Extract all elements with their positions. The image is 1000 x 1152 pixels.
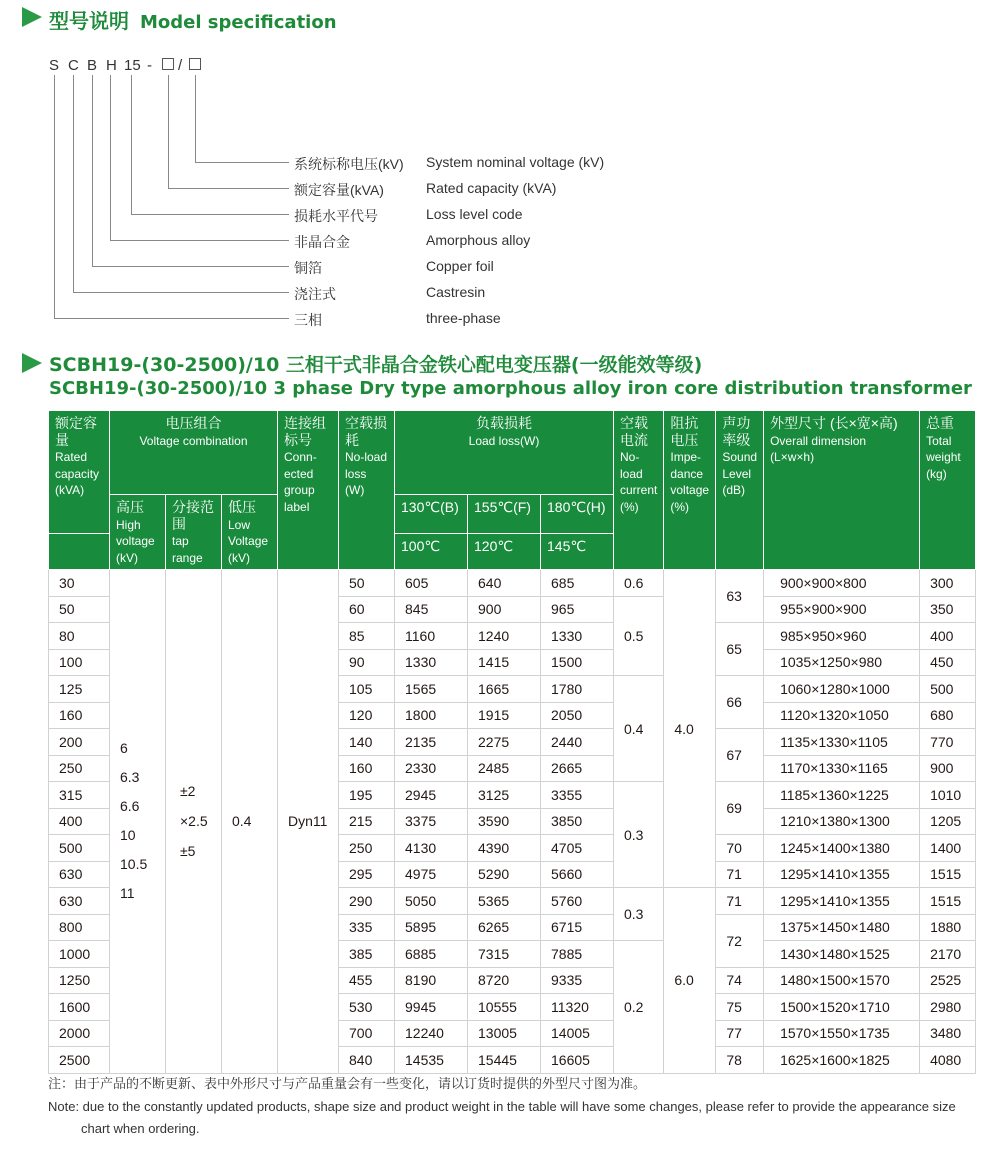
dimension-cell: 1060×1280×1000 (764, 676, 920, 703)
load-loss-f-cell: 15445 (468, 1047, 541, 1074)
load-loss-f-cell: 2275 (468, 729, 541, 756)
dimension-cell: 1430×1480×1525 (764, 941, 920, 968)
code-dash: - (147, 57, 152, 74)
load-loss-f-cell: 1665 (468, 676, 541, 703)
load-loss-f-cell: 4390 (468, 835, 541, 862)
sound-level-cell: 74 (716, 967, 764, 994)
dimension-cell: 900×900×800 (764, 570, 920, 597)
load-loss-b-cell: 1160 (395, 623, 468, 650)
load-loss-f-cell: 3590 (468, 808, 541, 835)
weight-cell: 2980 (920, 994, 976, 1021)
weight-cell: 900 (920, 755, 976, 782)
dimension-cell: 1500×1520×1710 (764, 994, 920, 1021)
load-loss-f-cell: 10555 (468, 994, 541, 1021)
weight-cell: 300 (920, 570, 976, 597)
load-loss-f-cell: 1415 (468, 649, 541, 676)
load-loss-h-cell: 1330 (541, 623, 614, 650)
noload-loss-cell: 90 (339, 649, 395, 676)
legend-zh-5: 浇注式 (294, 286, 336, 302)
code-h: H (106, 57, 117, 74)
legend-zh-4: 铜箔 (294, 260, 322, 276)
tap-range-value: ±2 (180, 783, 196, 800)
noload-loss-cell: 700 (339, 1020, 395, 1047)
section1-title-zh: 型号说明 (49, 9, 129, 33)
dimension-cell: 1185×1360×1225 (764, 782, 920, 809)
section-marker-icon (22, 7, 42, 27)
note-zh: 注：由于产品的不断更新、表中外形尺寸与产品重量会有一些变化，请以订货时提供的外型尺寸图为准。 (48, 1076, 647, 1091)
dimension-cell: 955×900×900 (764, 596, 920, 623)
capacity-cell: 630 (49, 861, 110, 888)
code-s: S (49, 57, 60, 74)
noload-current-cell: 0.2 (614, 941, 664, 1074)
load-loss-b-cell: 4130 (395, 835, 468, 862)
header-capacity: 额定容量 Rated capacity (kVA) (49, 411, 110, 534)
noload-current-cell: 0.3 (614, 782, 664, 888)
load-loss-h-cell: 3850 (541, 808, 614, 835)
load-loss-h-cell: 4705 (541, 835, 614, 862)
noload-loss-cell: 195 (339, 782, 395, 809)
high-voltage-value: 6.6 (120, 798, 140, 815)
load-loss-f-cell: 5365 (468, 888, 541, 915)
header-noload-current: 空载电流 No-load current (%) (614, 411, 664, 570)
legend-en-2: Loss level code (426, 206, 523, 222)
section2-title-zh: SCBH19-(30-2500)/10 三相干式非晶合金铁心配电变压器(一级能效等级) (49, 354, 703, 376)
load-loss-b-cell: 6885 (395, 941, 468, 968)
load-loss-h-cell: 16605 (541, 1047, 614, 1074)
capacity-cell: 800 (49, 914, 110, 941)
weight-cell: 1010 (920, 782, 976, 809)
load-loss-b-cell: 9945 (395, 994, 468, 1021)
section1-title (49, 5, 337, 34)
weight-cell: 450 (920, 649, 976, 676)
noload-loss-cell: 385 (339, 941, 395, 968)
capacity-cell: 315 (49, 782, 110, 809)
capacity-cell: 1000 (49, 941, 110, 968)
load-loss-f-cell: 640 (468, 570, 541, 597)
sound-level-cell: 75 (716, 994, 764, 1021)
weight-cell: 1205 (920, 808, 976, 835)
capacity-cell: 1250 (49, 967, 110, 994)
capacity-cell: 30 (49, 570, 110, 597)
load-loss-b-cell: 1565 (395, 676, 468, 703)
header-load-loss: 负载损耗 Load loss(W) (395, 411, 614, 495)
load-loss-b-cell: 1330 (395, 649, 468, 676)
dimension-cell: 985×950×960 (764, 623, 920, 650)
dimension-cell: 1570×1550×1735 (764, 1020, 920, 1047)
sound-level-cell: 71 (716, 888, 764, 915)
load-loss-b-cell: 1800 (395, 702, 468, 729)
weight-cell: 770 (920, 729, 976, 756)
note-en (48, 1096, 978, 1140)
legend-zh-2: 损耗水平代号 (294, 208, 378, 224)
load-loss-h-cell: 14005 (541, 1020, 614, 1047)
tap-range-value: ±5 (180, 843, 196, 860)
load-loss-b-cell: 12240 (395, 1020, 468, 1047)
legend-zh-1: 额定容量(kVA) (294, 182, 384, 198)
header-capacity-pad (49, 533, 110, 569)
capacity-cell: 500 (49, 835, 110, 862)
capacity-cell: 250 (49, 755, 110, 782)
legend-zh-3: 非晶合金 (294, 234, 350, 250)
load-loss-h-cell: 3355 (541, 782, 614, 809)
header-noload-loss: 空载损耗 No-load loss (W) (339, 411, 395, 570)
legend-en-3: Amorphous alloy (426, 232, 531, 248)
capacity-cell: 50 (49, 596, 110, 623)
header-high-voltage: 高压 High voltage (kV) (110, 495, 166, 570)
noload-loss-cell: 295 (339, 861, 395, 888)
load-loss-h-cell: 2665 (541, 755, 614, 782)
header-155: 155℃(F) (468, 495, 541, 534)
load-loss-f-cell: 2485 (468, 755, 541, 782)
weight-cell: 350 (920, 596, 976, 623)
header-dimension: 外型尺寸 (长×宽×高) Overall dimension (L×w×h) (764, 411, 920, 570)
load-loss-h-cell: 2050 (541, 702, 614, 729)
dimension-cell: 1035×1250×980 (764, 649, 920, 676)
sound-level-cell: 65 (716, 623, 764, 676)
weight-cell: 1880 (920, 914, 976, 941)
load-loss-b-cell: 5895 (395, 914, 468, 941)
noload-loss-cell: 335 (339, 914, 395, 941)
weight-cell: 2525 (920, 967, 976, 994)
load-loss-b-cell: 3375 (395, 808, 468, 835)
sound-level-cell: 78 (716, 1047, 764, 1074)
load-loss-h-cell: 2440 (541, 729, 614, 756)
load-loss-f-cell: 13005 (468, 1020, 541, 1047)
tap-range-cell (166, 570, 222, 1074)
weight-cell: 400 (920, 623, 976, 650)
capacity-cell: 400 (49, 808, 110, 835)
weight-cell: 1400 (920, 835, 976, 862)
legend-en-0: System nominal voltage (kV) (426, 154, 605, 170)
section1-title-en: Model specification (139, 12, 337, 33)
load-loss-f-cell: 7315 (468, 941, 541, 968)
capacity-cell: 160 (49, 702, 110, 729)
load-loss-h-cell: 7885 (541, 941, 614, 968)
group-label-cell: Dyn11 (278, 570, 339, 1074)
table-row (49, 570, 976, 597)
load-loss-h-cell: 11320 (541, 994, 614, 1021)
noload-loss-cell: 215 (339, 808, 395, 835)
header-100: 100℃ (395, 533, 468, 569)
weight-cell: 680 (920, 702, 976, 729)
load-loss-f-cell: 1915 (468, 702, 541, 729)
sound-level-cell: 70 (716, 835, 764, 862)
code-15: 15 (124, 57, 141, 74)
legend-en-5: Castresin (426, 284, 486, 300)
load-loss-h-cell: 685 (541, 570, 614, 597)
spec-table (48, 410, 976, 1074)
weight-cell: 4080 (920, 1047, 976, 1074)
load-loss-h-cell: 9335 (541, 967, 614, 994)
weight-cell: 3480 (920, 1020, 976, 1047)
load-loss-f-cell: 5290 (468, 861, 541, 888)
noload-loss-cell: 120 (339, 702, 395, 729)
header-low-voltage: 低压 Low Voltage (kV) (222, 495, 278, 570)
load-loss-h-cell: 1780 (541, 676, 614, 703)
legend-zh-6: 三相 (294, 312, 322, 328)
noload-loss-cell: 85 (339, 623, 395, 650)
dimension-cell: 1245×1400×1380 (764, 835, 920, 862)
dimension-cell: 1375×1450×1480 (764, 914, 920, 941)
load-loss-h-cell: 1500 (541, 649, 614, 676)
noload-current-cell: 0.6 (614, 570, 664, 597)
high-voltage-value: 6.3 (120, 769, 140, 786)
header-130: 130℃(B) (395, 495, 468, 534)
load-loss-h-cell: 6715 (541, 914, 614, 941)
noload-loss-cell: 140 (339, 729, 395, 756)
legend-en-1: Rated capacity (kVA) (426, 180, 557, 196)
capacity-cell: 80 (49, 623, 110, 650)
header-120: 120℃ (468, 533, 541, 569)
legend-en-6: three-phase (426, 310, 501, 326)
load-loss-f-cell: 900 (468, 596, 541, 623)
load-loss-b-cell: 605 (395, 570, 468, 597)
impedance-cell: 6.0 (664, 888, 716, 1074)
capacity-cell: 100 (49, 649, 110, 676)
high-voltage-value: 10.5 (120, 856, 148, 873)
capacity-cell: 2500 (49, 1047, 110, 1074)
note-en-line1: Note: due to the constantly updated products, shape size and product weight in the table will have some changes, please refer to provide the appearance size (48, 1099, 956, 1114)
weight-cell: 2170 (920, 941, 976, 968)
dimension-cell: 1295×1410×1355 (764, 888, 920, 915)
noload-loss-cell: 530 (339, 994, 395, 1021)
weight-cell: 1515 (920, 861, 976, 888)
load-loss-f-cell: 8720 (468, 967, 541, 994)
load-loss-h-cell: 5660 (541, 861, 614, 888)
noload-loss-cell: 840 (339, 1047, 395, 1074)
sound-level-cell: 63 (716, 570, 764, 623)
high-voltage-value: 6 (120, 740, 128, 757)
load-loss-f-cell: 6265 (468, 914, 541, 941)
header-sound-level: 声功率级 Sound Level (dB) (716, 411, 764, 570)
low-voltage-cell: 0.4 (222, 570, 278, 1074)
header-voltage-combination: 电压组合 Voltage combination (110, 411, 278, 495)
legend-en-4: Copper foil (426, 258, 494, 274)
note-en-line2: chart when ordering. (81, 1121, 200, 1136)
capacity-cell: 200 (49, 729, 110, 756)
dimension-cell: 1210×1380×1300 (764, 808, 920, 835)
noload-loss-cell: 50 (339, 570, 395, 597)
dimension-cell: 1170×1330×1165 (764, 755, 920, 782)
header-weight: 总重 Total weight (kg) (920, 411, 976, 570)
capacity-cell: 1600 (49, 994, 110, 1021)
tap-range-value: ×2.5 (180, 813, 208, 830)
header-tap-range: 分接范围 tap range (166, 495, 222, 570)
noload-current-cell: 0.5 (614, 596, 664, 676)
noload-loss-cell: 105 (339, 676, 395, 703)
load-loss-b-cell: 5050 (395, 888, 468, 915)
weight-cell: 500 (920, 676, 976, 703)
header-180: 180℃(H) (541, 495, 614, 534)
noload-loss-cell: 455 (339, 967, 395, 994)
load-loss-h-cell: 965 (541, 596, 614, 623)
weight-cell: 1515 (920, 888, 976, 915)
load-loss-b-cell: 4975 (395, 861, 468, 888)
legend-zh-0: 系统标称电压(kV) (294, 156, 404, 172)
spec-table-body (49, 570, 976, 1074)
noload-current-cell: 0.3 (614, 888, 664, 941)
load-loss-b-cell: 14535 (395, 1047, 468, 1074)
code-box-voltage (189, 58, 201, 70)
code-b: B (87, 57, 98, 74)
high-voltage-cell (110, 570, 166, 1074)
load-loss-f-cell: 1240 (468, 623, 541, 650)
load-loss-b-cell: 2330 (395, 755, 468, 782)
header-impedance: 阻抗电压 Impe-dance voltage (%) (664, 411, 716, 570)
sound-level-cell: 72 (716, 914, 764, 967)
sound-level-cell: 77 (716, 1020, 764, 1047)
dimension-cell: 1135×1330×1105 (764, 729, 920, 756)
sound-level-cell: 71 (716, 861, 764, 888)
load-loss-b-cell: 845 (395, 596, 468, 623)
dimension-cell: 1295×1410×1355 (764, 861, 920, 888)
capacity-cell: 125 (49, 676, 110, 703)
noload-current-cell: 0.4 (614, 676, 664, 782)
impedance-cell: 4.0 (664, 570, 716, 888)
load-loss-b-cell: 2945 (395, 782, 468, 809)
code-slash: / (178, 57, 183, 74)
load-loss-b-cell: 2135 (395, 729, 468, 756)
high-voltage-value: 11 (120, 885, 135, 902)
noload-loss-cell: 250 (339, 835, 395, 862)
dimension-cell: 1625×1600×1825 (764, 1047, 920, 1074)
load-loss-h-cell: 5760 (541, 888, 614, 915)
capacity-cell: 2000 (49, 1020, 110, 1047)
code-box-capacity (162, 58, 174, 70)
noload-loss-cell: 160 (339, 755, 395, 782)
section2-title-en: SCBH19-(30-2500)/10 3 phase Dry type amorphous alloy iron core distribution transformer (49, 378, 972, 399)
noload-loss-cell: 290 (339, 888, 395, 915)
capacity-cell: 630 (49, 888, 110, 915)
high-voltage-value: 10 (120, 827, 136, 844)
header-145: 145℃ (541, 533, 614, 569)
code-c: C (68, 57, 79, 74)
dimension-cell: 1120×1320×1050 (764, 702, 920, 729)
section-marker-icon (22, 353, 42, 373)
load-loss-b-cell: 8190 (395, 967, 468, 994)
dimension-cell: 1480×1500×1570 (764, 967, 920, 994)
sound-level-cell: 69 (716, 782, 764, 835)
noload-loss-cell: 60 (339, 596, 395, 623)
header-group-label: 连接组标号 Conn-ected group label (278, 411, 339, 570)
sound-level-cell: 67 (716, 729, 764, 782)
load-loss-f-cell: 3125 (468, 782, 541, 809)
sound-level-cell: 66 (716, 676, 764, 729)
